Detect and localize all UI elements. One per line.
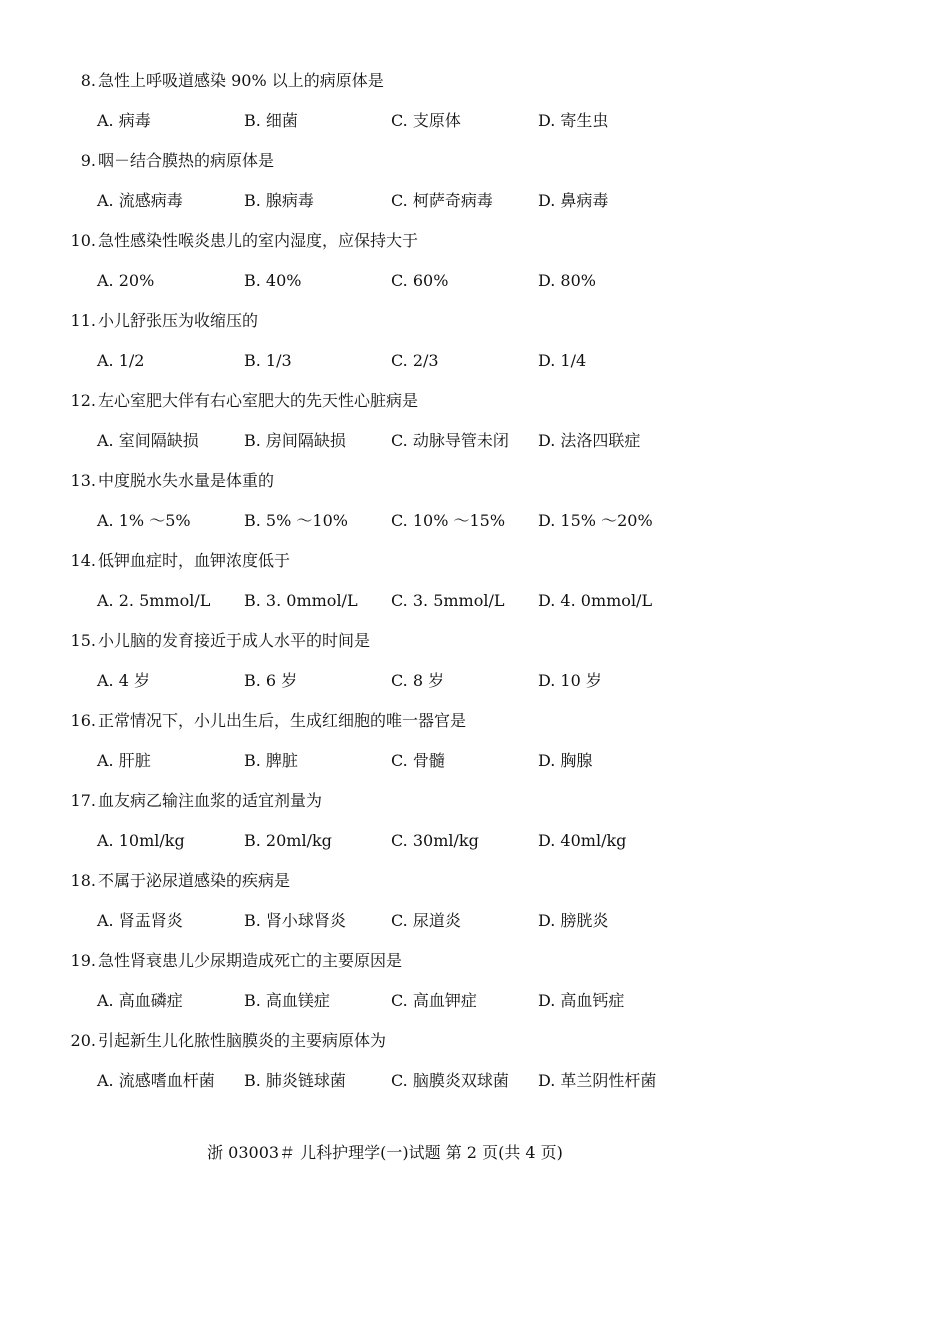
option-b: B. 腺病毒 bbox=[244, 191, 314, 210]
question-text: 急性肾衰患儿少尿期造成死亡的主要原因是 bbox=[98, 951, 403, 970]
option-d: D. 寄生虫 bbox=[538, 111, 609, 130]
question-16 bbox=[0, 707, 950, 787]
page-footer: 浙 03003＃ 儿科护理学(一)试题 第 2 页(共 4 页) bbox=[207, 1143, 563, 1162]
option-a: A. 肾盂肾炎 bbox=[97, 911, 183, 930]
question-number: 14. bbox=[70, 551, 96, 570]
question-stem bbox=[60, 947, 402, 975]
question-number: 11. bbox=[70, 311, 96, 330]
question-stem bbox=[60, 387, 418, 415]
option-d: D. 80% bbox=[538, 271, 596, 290]
option-b: B. 脾脏 bbox=[244, 751, 298, 770]
question-text: 咽－结合膜热的病原体是 bbox=[98, 151, 275, 170]
option-d: D. 15% ～20% bbox=[538, 511, 653, 530]
question-number: 15. bbox=[70, 631, 96, 650]
question-10 bbox=[0, 227, 950, 307]
option-a: A. 2. 5mmol/L bbox=[97, 591, 211, 610]
question-14 bbox=[0, 547, 950, 627]
option-a: A. 病毒 bbox=[97, 111, 151, 130]
option-c: C. 支原体 bbox=[391, 111, 461, 130]
question-stem bbox=[60, 867, 290, 895]
option-b: B. 肾小球肾炎 bbox=[244, 911, 346, 930]
question-20 bbox=[0, 1027, 950, 1107]
option-c: C. 尿道炎 bbox=[391, 911, 461, 930]
option-a: A. 流感病毒 bbox=[97, 191, 183, 210]
question-text: 急性上呼吸道感染 90% 以上的病原体是 bbox=[98, 71, 384, 90]
option-d: D. 10 岁 bbox=[538, 671, 602, 690]
option-b: B. 高血镁症 bbox=[244, 991, 330, 1010]
option-b: B. 1/3 bbox=[244, 351, 292, 370]
option-c: C. 30ml/kg bbox=[391, 831, 479, 850]
option-c: C. 3. 5mmol/L bbox=[391, 591, 505, 610]
option-d: D. 40ml/kg bbox=[538, 831, 627, 850]
option-b: B. 40% bbox=[244, 271, 302, 290]
question-number: 18. bbox=[70, 871, 96, 890]
question-stem bbox=[60, 787, 322, 815]
question-stem bbox=[60, 1027, 386, 1055]
option-d: D. 法洛四联症 bbox=[538, 431, 641, 450]
question-stem bbox=[60, 67, 384, 95]
option-a: A. 高血磷症 bbox=[97, 991, 183, 1010]
question-number: 20. bbox=[70, 1031, 96, 1050]
option-d: D. 革兰阴性杆菌 bbox=[538, 1071, 657, 1090]
question-text: 不属于泌尿道感染的疾病是 bbox=[98, 871, 291, 890]
option-a: A. 室间隔缺损 bbox=[97, 431, 199, 450]
question-text: 急性感染性喉炎患儿的室内湿度，应保持大于 bbox=[98, 231, 419, 250]
question-text: 血友病乙输注血浆的适宜剂量为 bbox=[98, 791, 323, 810]
option-d: D. 鼻病毒 bbox=[538, 191, 609, 210]
option-b: B. 3. 0mmol/L bbox=[244, 591, 358, 610]
option-a: A. 肝脏 bbox=[97, 751, 151, 770]
question-stem bbox=[60, 227, 418, 255]
option-b: B. 肺炎链球菌 bbox=[244, 1071, 346, 1090]
question-stem bbox=[60, 467, 274, 495]
option-b: B. 5% ～10% bbox=[244, 511, 348, 530]
option-b: B. 细菌 bbox=[244, 111, 298, 130]
option-b: B. 6 岁 bbox=[244, 671, 298, 690]
question-18 bbox=[0, 867, 950, 947]
option-d: D. 高血钙症 bbox=[538, 991, 625, 1010]
question-11 bbox=[0, 307, 950, 387]
question-9 bbox=[0, 147, 950, 227]
question-number: 10. bbox=[70, 231, 96, 250]
option-c: C. 高血钾症 bbox=[391, 991, 477, 1010]
question-text: 低钾血症时，血钾浓度低于 bbox=[98, 551, 291, 570]
question-number: 9. bbox=[80, 151, 96, 170]
question-17 bbox=[0, 787, 950, 867]
option-c: C. 柯萨奇病毒 bbox=[391, 191, 493, 210]
option-a: A. 1% ～5% bbox=[97, 511, 191, 530]
option-c: C. 8 岁 bbox=[391, 671, 445, 690]
option-b: B. 20ml/kg bbox=[244, 831, 332, 850]
option-b: B. 房间隔缺损 bbox=[244, 431, 346, 450]
question-text: 引起新生儿化脓性脑膜炎的主要病原体为 bbox=[98, 1031, 387, 1050]
option-a: A. 10ml/kg bbox=[97, 831, 185, 850]
question-8 bbox=[0, 67, 950, 147]
option-a: A. 20% bbox=[97, 271, 155, 290]
question-text: 正常情况下，小儿出生后，生成红细胞的唯一器官是 bbox=[98, 711, 467, 730]
option-c: C. 60% bbox=[391, 271, 449, 290]
question-stem bbox=[60, 547, 290, 575]
option-a: A. 4 岁 bbox=[97, 671, 150, 690]
question-stem bbox=[60, 307, 258, 335]
option-c: C. 10% ～15% bbox=[391, 511, 506, 530]
option-c: C. 骨髓 bbox=[391, 751, 445, 770]
question-15 bbox=[0, 627, 950, 707]
option-c: C. 脑膜炎双球菌 bbox=[391, 1071, 509, 1090]
question-text: 左心室肥大伴有右心室肥大的先天性心脏病是 bbox=[98, 391, 419, 410]
question-number: 13. bbox=[70, 471, 96, 490]
question-stem bbox=[60, 147, 274, 175]
option-d: D. 胸腺 bbox=[538, 751, 593, 770]
option-c: C. 动脉导管未闭 bbox=[391, 431, 509, 450]
question-number: 19. bbox=[70, 951, 96, 970]
question-19 bbox=[0, 947, 950, 1027]
question-number: 12. bbox=[70, 391, 96, 410]
question-number: 17. bbox=[70, 791, 96, 810]
question-12 bbox=[0, 387, 950, 467]
option-d: D. 4. 0mmol/L bbox=[538, 591, 653, 610]
question-13 bbox=[0, 467, 950, 547]
question-stem bbox=[60, 627, 370, 655]
question-text: 中度脱水失水量是体重的 bbox=[98, 471, 275, 490]
option-d: D. 1/4 bbox=[538, 351, 587, 370]
question-text: 小儿脑的发育接近于成人水平的时间是 bbox=[98, 631, 371, 650]
option-a: A. 1/2 bbox=[97, 351, 145, 370]
question-text: 小儿舒张压为收缩压的 bbox=[98, 311, 259, 330]
option-c: C. 2/3 bbox=[391, 351, 439, 370]
option-d: D. 膀胱炎 bbox=[538, 911, 609, 930]
question-number: 8. bbox=[80, 71, 96, 90]
question-stem bbox=[60, 707, 466, 735]
option-a: A. 流感嗜血杆菌 bbox=[97, 1071, 215, 1090]
question-number: 16. bbox=[70, 711, 96, 730]
